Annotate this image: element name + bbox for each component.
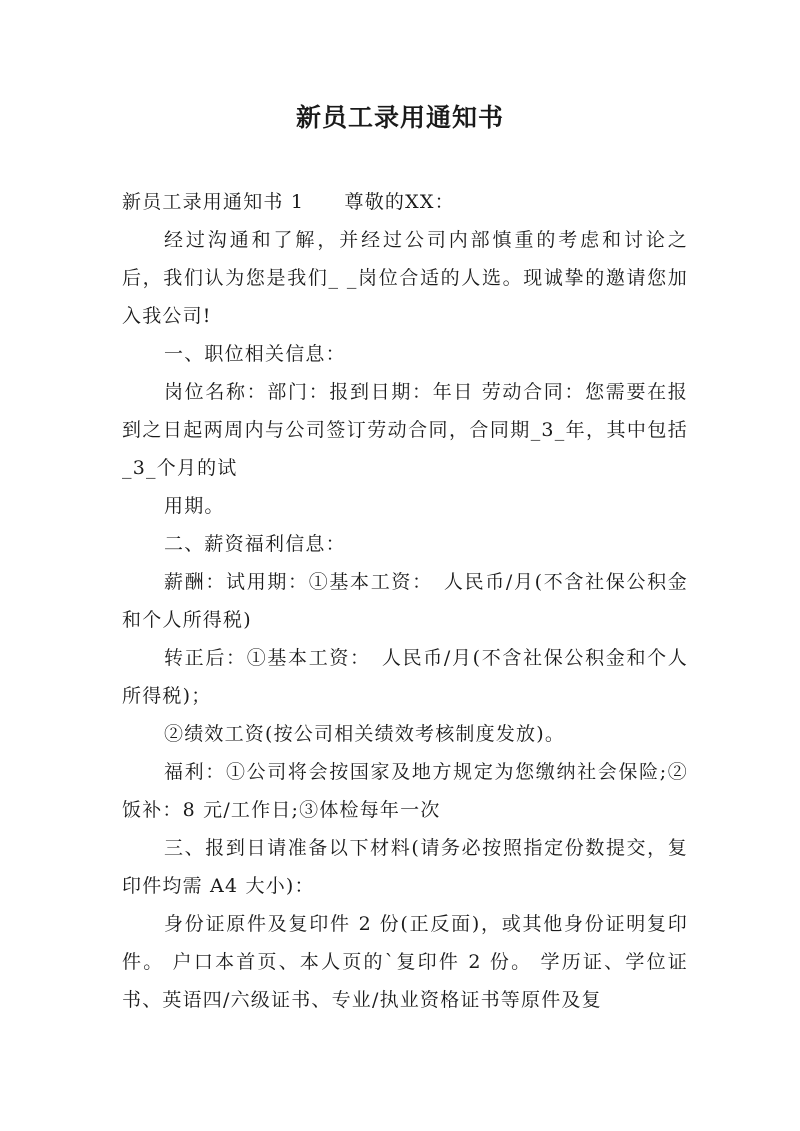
paragraph-probation-salary: 薪酬：试用期：①基本工资： 人民币/月(不含社保公积金和个人所得税) <box>122 571 688 631</box>
paragraph-performance-pay: ②绩效工资(按公司相关绩效考核制度发放)。 <box>164 723 566 745</box>
paragraph-probation: 用期。 <box>164 495 225 517</box>
paragraph-intro: 经过沟通和了解，并经过公司内部慎重的考虑和讨论之后，我们认为您是我们_ _岗位合适的人选。现诚挚的邀请您加入我公司! <box>122 229 688 327</box>
section-heading-position: 一、职位相关信息： <box>164 343 346 365</box>
paragraph-position-info: 岗位名称：部门：报到日期：年日 劳动合同：您需要在报到之日起两周内与公司签订劳动合同，合同期_3_年，其中包括_3_个月的试 <box>122 381 688 479</box>
section-heading-materials: 三、报到日请准备以下材料(请务必按照指定份数提交，复印件均需 A4 大小)： <box>122 837 688 897</box>
document-title: 新员工录用通知书 <box>295 103 504 132</box>
document-body <box>122 183 688 1019</box>
paragraph-greeting: 新员工录用通知书 1 尊敬的XX： <box>122 191 455 213</box>
paragraph-regular-salary: 转正后：①基本工资： 人民币/月(不含社保公积金和个人所得税)； <box>122 647 688 707</box>
paragraph-materials-list: 身份证原件及复印件 2 份(正反面)，或其他身份证明复印件。 户口本首页、本人页的`复印件 2 份。 学历证、学位证书、英语四/六级证书、专业/执业资格证书等原件及复 <box>122 913 688 1011</box>
paragraph-benefits: 福利：①公司将会按国家及地方规定为您缴纳社会保险;②饭补：8 元/工作日;③体检每年一次 <box>122 761 688 821</box>
section-heading-salary: 二、薪资福利信息： <box>164 533 346 555</box>
